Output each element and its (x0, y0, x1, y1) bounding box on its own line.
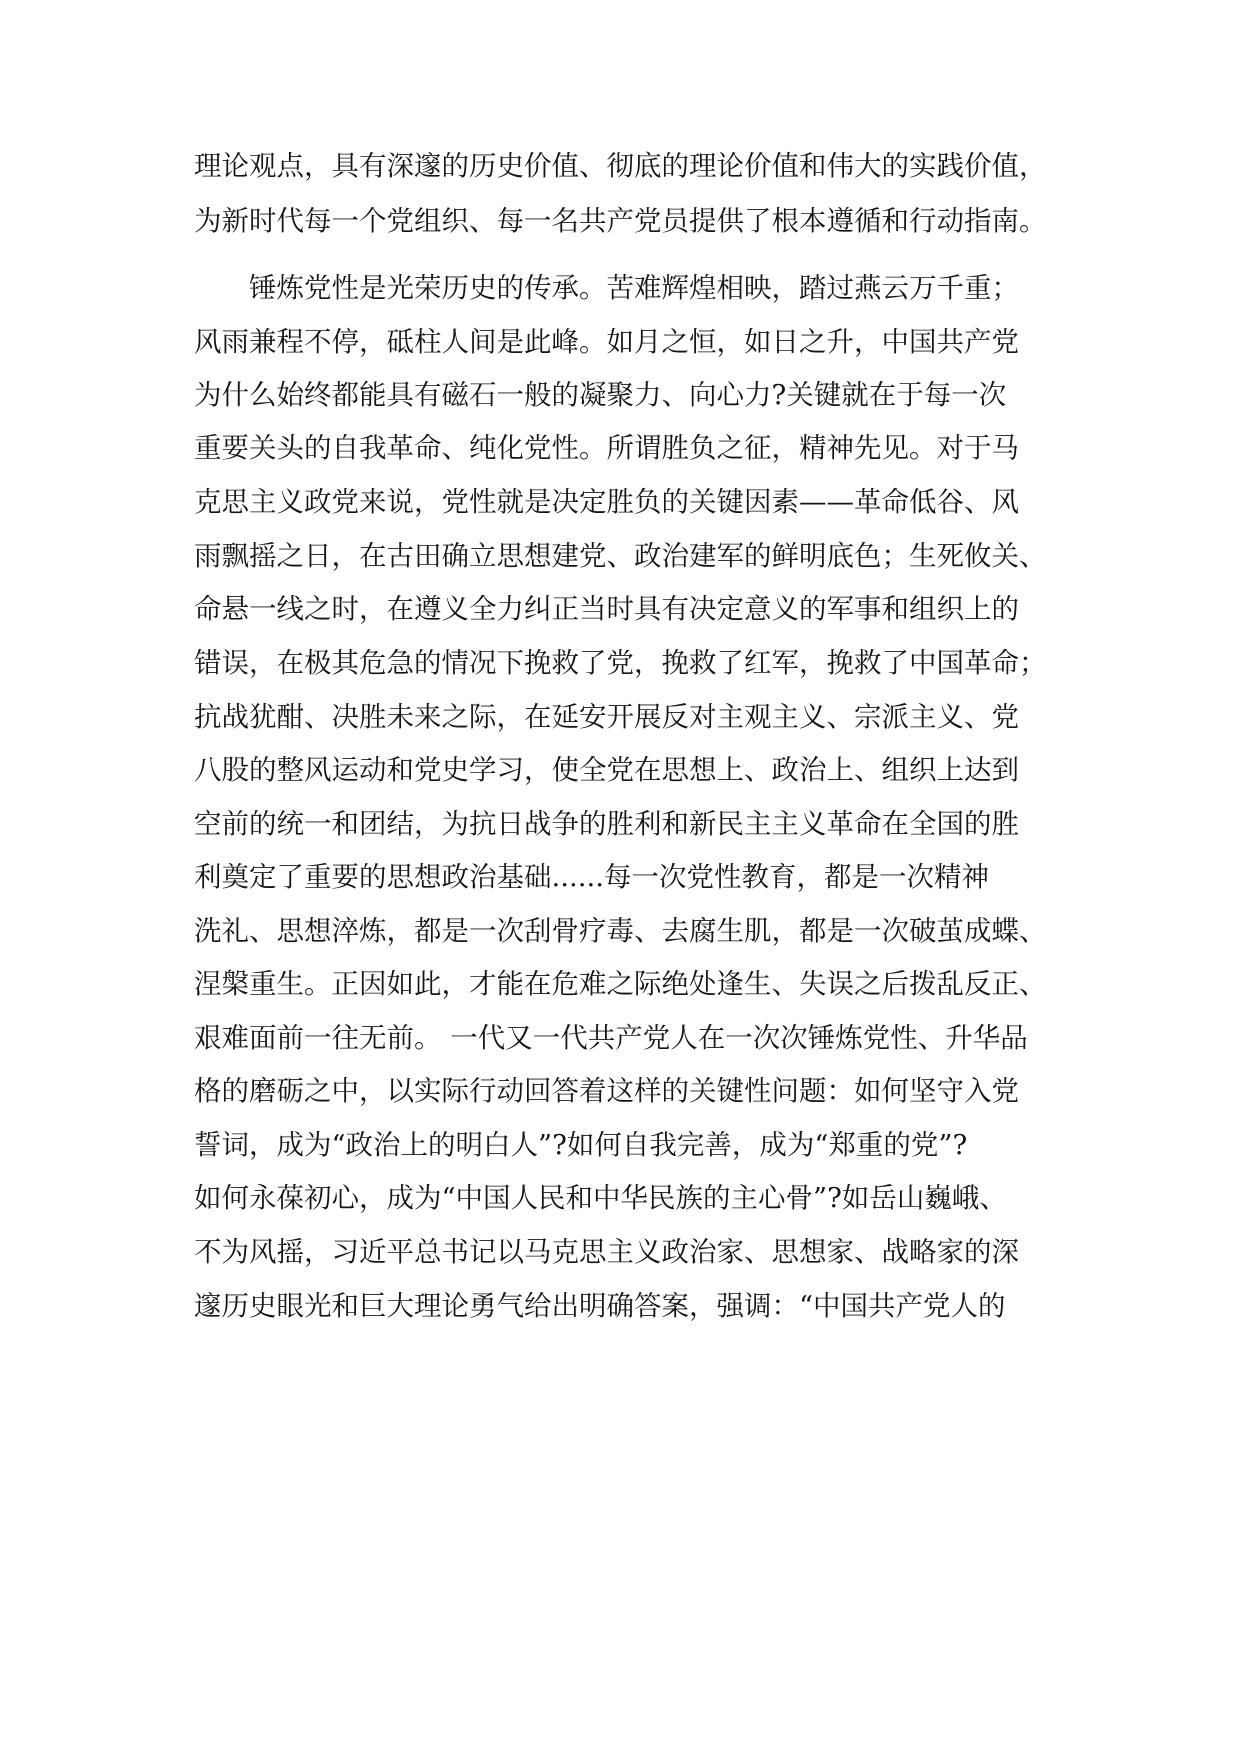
text-line: 抗战犹酣、决胜未来之际，在延安开展反对主观主义、宗派主义、党 (194, 701, 1019, 733)
text-line: 八股的整风运动和党史学习，使全党在思想上、政治上、组织上达到 (194, 754, 1019, 786)
text-line: 涅槃重生。正因如此，才能在危难之际绝处逢生、失误之后拨乱反正、 (194, 968, 1047, 1000)
text-line: 不为风摇，习近平总书记以马克思主义政治家、思想家、战略家的深 (194, 1236, 1019, 1268)
text-line: 命悬一线之时，在遵义全力纠正当时具有决定意义的军事和组织上的 (194, 593, 1019, 625)
text-line: 克思主义政党来说，党性就是决定胜负的关键因素——革命低谷、风 (194, 486, 1019, 518)
text-line: 错误，在极其危急的情况下挽救了党，挽救了红军，挽救了中国革命； (194, 647, 1047, 679)
text-line: 为什么始终都能具有磁石一般的凝聚力、向心力?关键就在于每一次 (194, 379, 1007, 411)
text-line: 邃历史眼光和巨大理论勇气给出明确答案，强调：“中国共产党人的 (194, 1290, 1006, 1322)
text-line: 誓词，成为“政治上的明白人”?如何自我完善，成为“郑重的党”? (194, 1129, 968, 1161)
text-line: 风雨兼程不停，砥柱人间是此峰。如月之恒，如日之升，中国共产党 (194, 326, 1019, 358)
text-line: 空前的统一和团结，为抗日战争的胜利和新民主主义革命在全国的胜 (194, 808, 1019, 840)
text-line: 格的磨砺之中，以实际行动回答着这样的关键性问题：如何坚守入党 (194, 1075, 1019, 1107)
text-line: 理论观点，具有深邃的历史价值、彻底的理论价值和伟大的实践价值， (194, 150, 1047, 182)
text-line: 如何永葆初心，成为“中国人民和中华民族的主心骨”?如岳山巍峨、 (194, 1182, 1007, 1214)
text-line: 重要关头的自我革命、纯化党性。所谓胜负之征，精神先见。对于马 (194, 432, 1019, 464)
text-line: 利奠定了重要的思想政治基础......每一次党性教育，都是一次精神 (194, 861, 989, 893)
text-line: 为新时代每一个党组织、每一名共产党员提供了根本遵循和行动指南。 (194, 205, 1047, 237)
text-line: 雨飘摇之日，在古田确立思想建党、政治建军的鲜明底色；生死攸关、 (194, 540, 1047, 572)
text-line: 洗礼、思想淬炼，都是一次刮骨疗毒、去腐生肌，都是一次破茧成蝶、 (194, 915, 1047, 947)
paragraph-first-line: 锤炼党性是光荣历史的传承。苦难辉煌相映，踏过燕云万千重； (249, 272, 1019, 304)
text-line: 艰难面前一往无前。 一代又一代共产党人在一次次锤炼党性、升华品 (194, 1022, 1028, 1054)
